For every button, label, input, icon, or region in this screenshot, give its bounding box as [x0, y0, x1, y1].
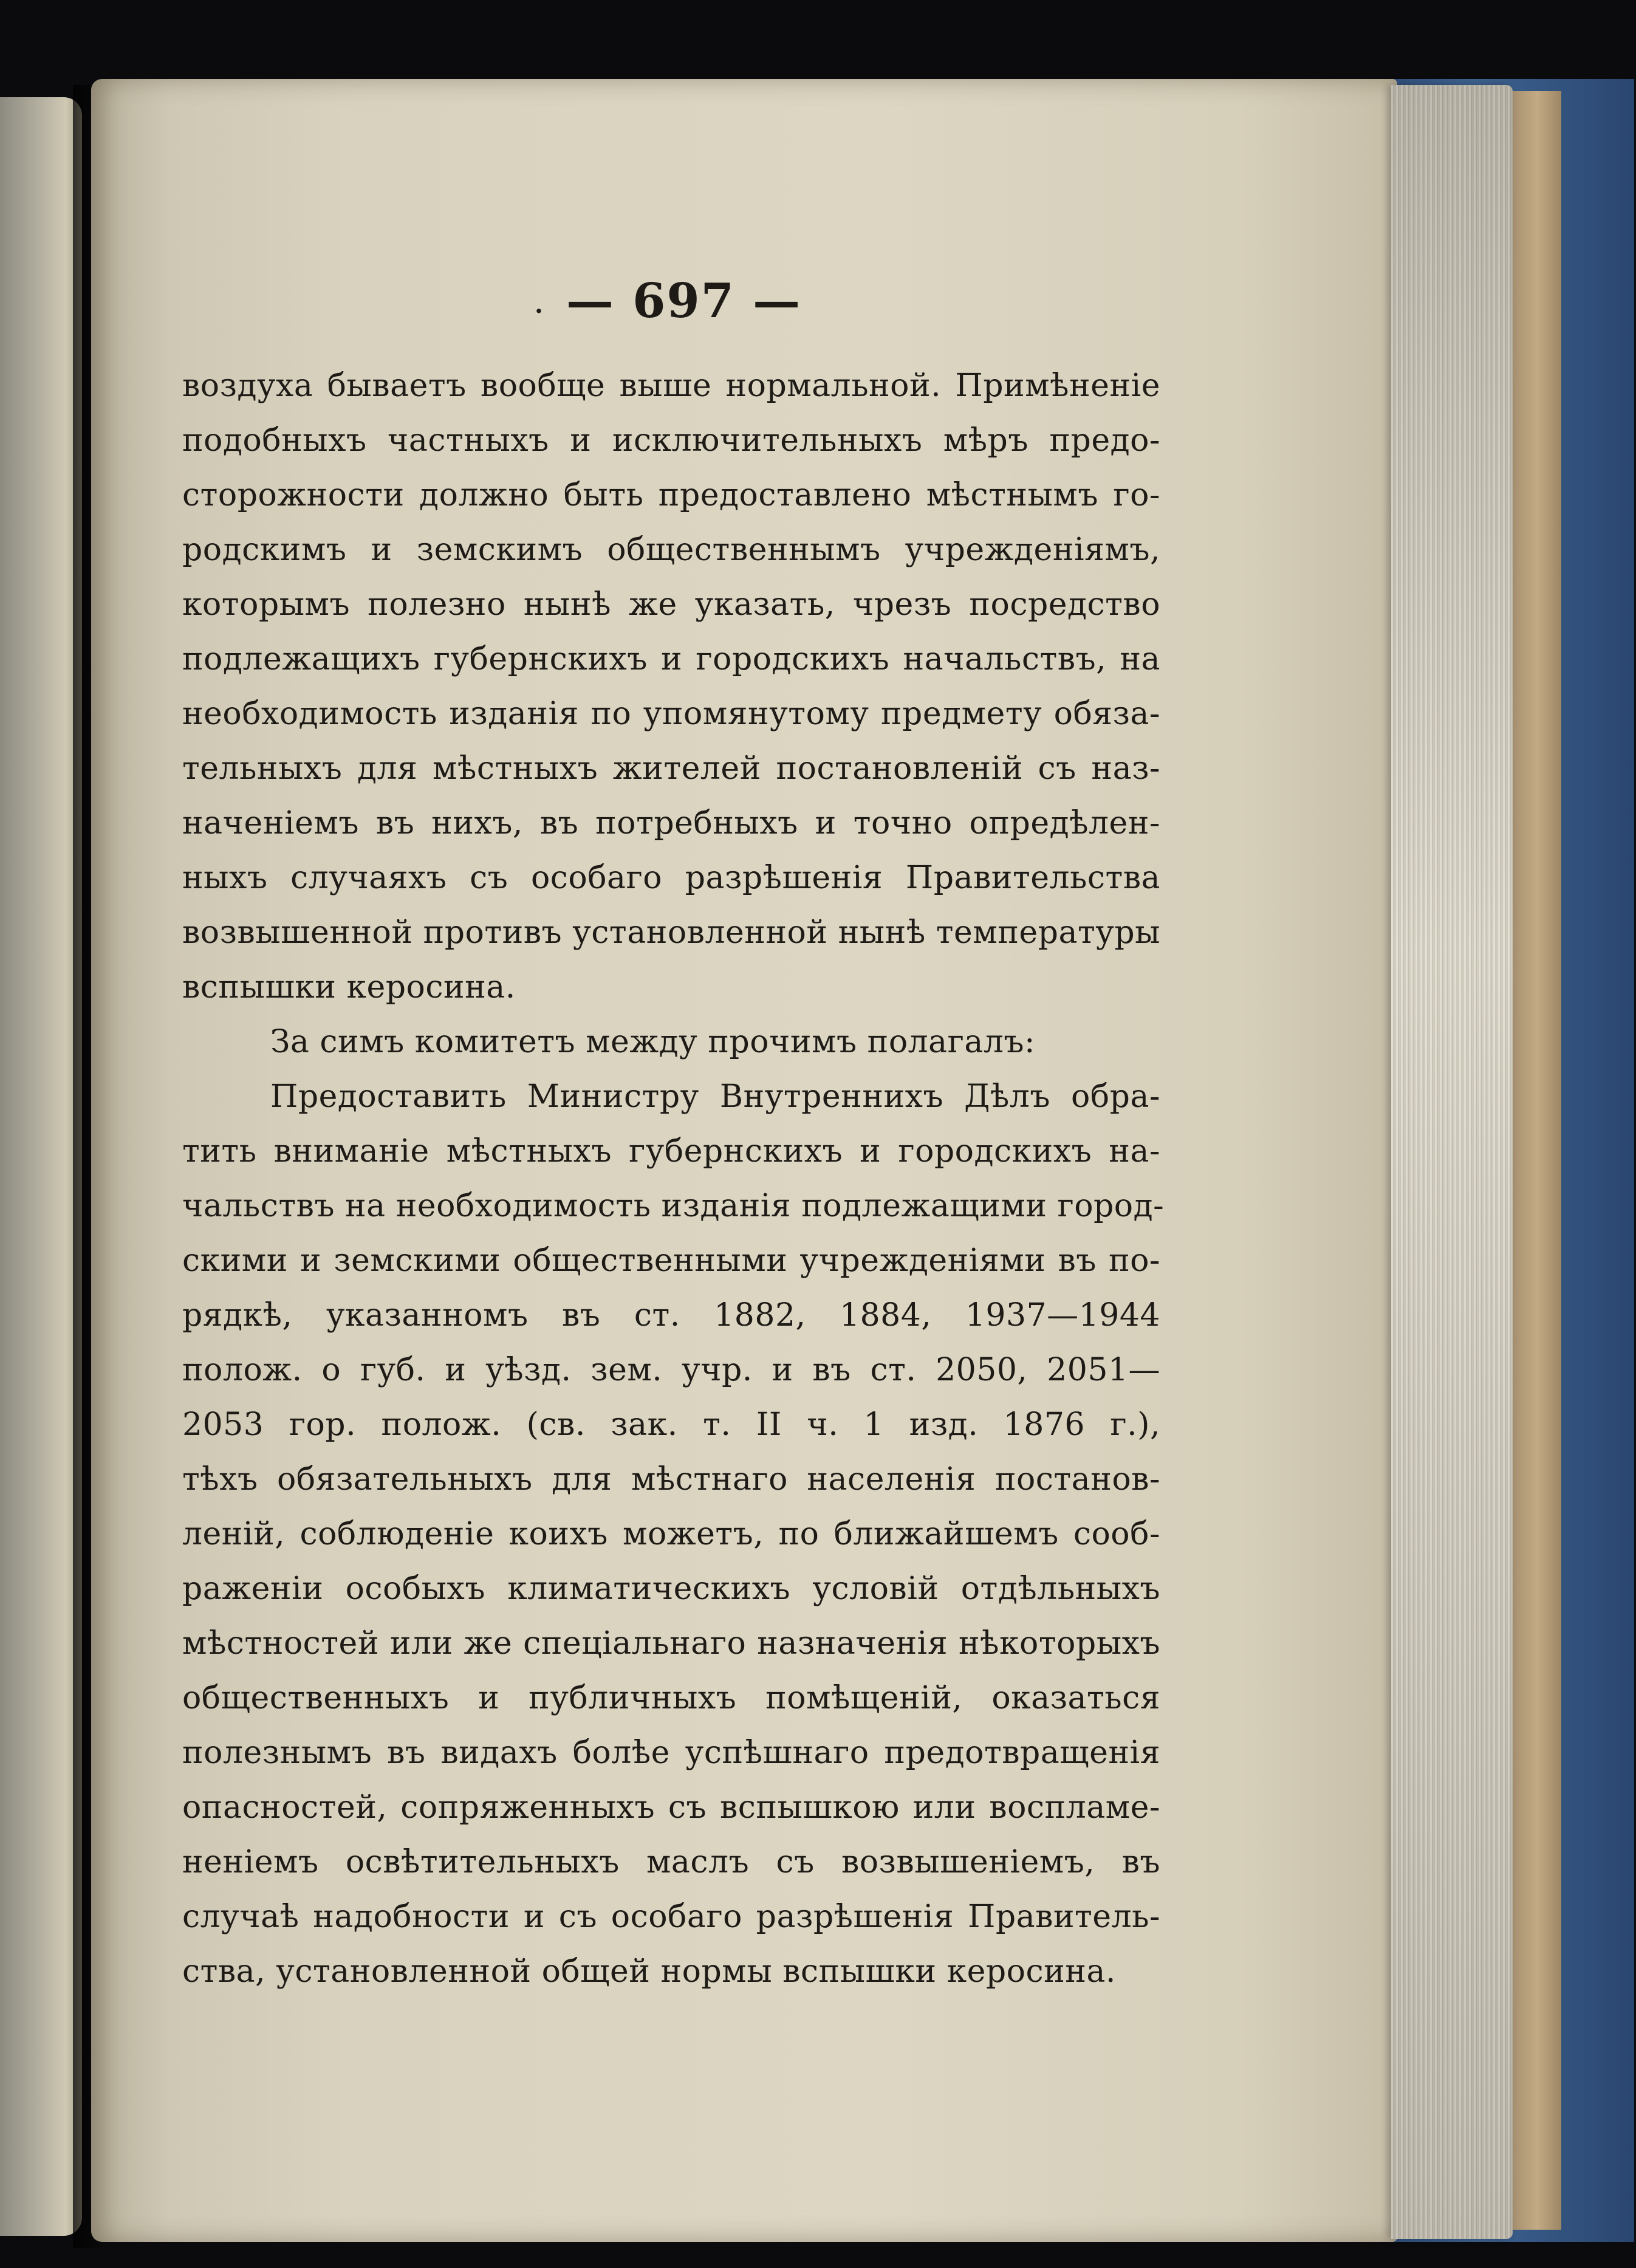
text-line: необходимость изданія по упомянутому предмету обяза- — [182, 696, 1160, 732]
text-line: тѣхъ обязательныхъ для мѣстнаго населенія постанов- — [182, 1461, 1160, 1498]
text-line: леній, соблюденіе коихъ можетъ, по ближайшемъ сооб- — [182, 1516, 1160, 1552]
page-marker: . — [535, 290, 544, 319]
text-line: родскимъ и земскимъ общественнымъ учрежденіямъ, — [182, 532, 1160, 568]
left-page-edge — [0, 97, 82, 2236]
text-line: За симъ комитетъ между прочимъ полагалъ: — [270, 1024, 1036, 1060]
text-line: полезнымъ въ видахъ болѣе успѣшнаго предотвращенія — [182, 1735, 1160, 1771]
text-line: полож. о губ. и уѣзд. зем. учр. и въ ст. 2050, 2051— — [182, 1352, 1160, 1388]
text-line: тить вниманіе мѣстныхъ губернскихъ и городскихъ на- — [182, 1133, 1160, 1170]
text-line: наченіемъ въ нихъ, въ потребныхъ и точно опредѣлен- — [182, 805, 1160, 841]
text-line: воздуха бываетъ вообще выше нормальной. Примѣненіе — [182, 368, 1160, 404]
text-line: возвышенной противъ установленной нынѣ температуры — [182, 914, 1160, 951]
text-line: случаѣ надобности и съ особаго разрѣшенія Правитель- — [182, 1899, 1160, 1935]
page-block-edges — [1391, 85, 1513, 2239]
text-line: раженіи особыхъ климатическихъ условій отдѣльныхъ — [182, 1571, 1160, 1607]
text-line: подлежащихъ губернскихъ и городскихъ начальствъ, на — [182, 641, 1160, 677]
text-line: мѣстностей или же спеціальнаго назначенія нѣкоторыхъ — [182, 1625, 1160, 1662]
text-line: вспышки керосина. — [182, 969, 516, 1006]
text-line: тельныхъ для мѣстныхъ жителей постановленій съ наз- — [182, 750, 1160, 787]
text-line: чальствъ на необходимость изданія подлежащими город- — [182, 1188, 1165, 1224]
text-line: неніемъ освѣтительныхъ маслъ съ возвышеніемъ, въ — [182, 1844, 1160, 1880]
text-line: 2053 гор. полож. (св. зак. т. II ч. 1 изд. 1876 г.), — [182, 1406, 1160, 1443]
page-number — [535, 273, 801, 329]
page-number-text: — 697 — — [566, 273, 802, 329]
text-line: сторожности должно быть предоставлено мѣстнымъ го- — [182, 477, 1160, 513]
text-line: рядкѣ, указанномъ въ ст. 1882, 1884, 1937—1944 — [182, 1297, 1160, 1334]
text-line: Предоставить Министру Внутреннихъ Дѣлъ обра- — [270, 1078, 1160, 1115]
text-line: опасностей, сопряженныхъ съ вспышкою или воспламе- — [182, 1789, 1160, 1826]
text-line: подобныхъ частныхъ и исключительныхъ мѣръ предо- — [182, 422, 1160, 459]
text-line: ныхъ случаяхъ съ особаго разрѣшенія Правительства — [182, 860, 1160, 896]
text-line: скими и земскими общественными учрежденіями въ по- — [182, 1242, 1160, 1279]
text-line: которымъ полезно нынѣ же указать, чрезъ посредство — [182, 586, 1160, 623]
text-line: ства, установленной общей нормы вспышки керосина. — [182, 1953, 1116, 1990]
text-line: общественныхъ и публичныхъ помѣщеній, оказаться — [182, 1680, 1160, 1716]
book-cover-edge — [1513, 91, 1561, 2230]
